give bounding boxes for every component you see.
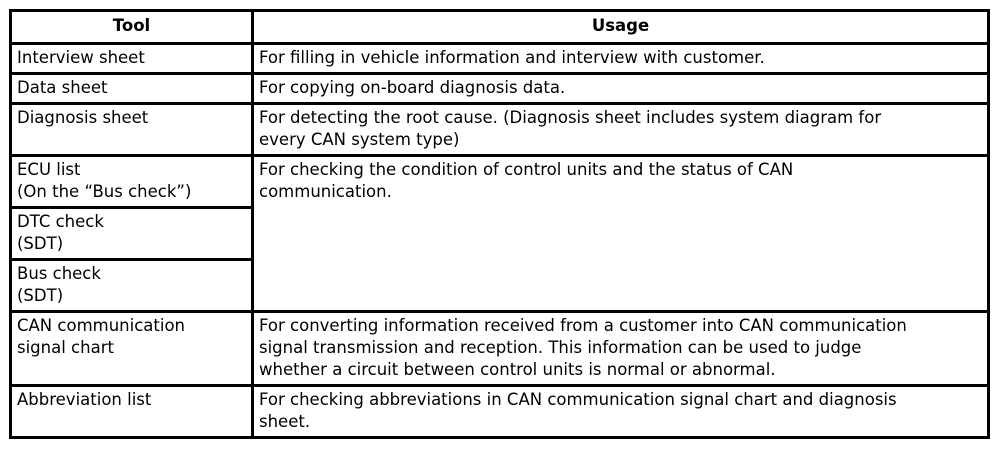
usage-line: sheet. bbox=[259, 412, 311, 431]
header-usage: Usage bbox=[253, 11, 989, 44]
tool-cell: Abbreviation list bbox=[11, 386, 253, 438]
tool-line: (On the “Bus check”) bbox=[17, 182, 192, 201]
tool-cell: Diagnosis sheet bbox=[11, 104, 253, 156]
tool-line: signal chart bbox=[17, 338, 114, 357]
table-row bbox=[11, 386, 989, 438]
tool-line: (SDT) bbox=[17, 286, 64, 305]
table-row bbox=[11, 44, 989, 74]
tool-cell bbox=[11, 156, 253, 208]
tool-cell bbox=[11, 208, 253, 260]
tool-line: Bus check bbox=[17, 264, 101, 283]
header-row bbox=[11, 11, 989, 44]
usage-line: whether a circuit between control units is normal or abnormal. bbox=[259, 360, 776, 379]
tool-cell bbox=[11, 260, 253, 312]
usage-line: communication. bbox=[259, 182, 392, 201]
usage-line: For converting information received from a customer into CAN communication bbox=[259, 316, 907, 335]
usage-line: signal transmission and reception. This information can be used to judge bbox=[259, 338, 862, 357]
table-row bbox=[11, 156, 989, 208]
table-row bbox=[11, 74, 989, 104]
tool-line: DTC check bbox=[17, 212, 104, 231]
usage-cell bbox=[253, 386, 989, 438]
header-tool: Tool bbox=[11, 11, 253, 44]
tool-line: (SDT) bbox=[17, 234, 64, 253]
usage-cell bbox=[253, 156, 989, 312]
tools-table bbox=[9, 9, 990, 439]
tool-line: CAN communication bbox=[17, 316, 185, 335]
usage-cell bbox=[253, 104, 989, 156]
table-row bbox=[11, 312, 989, 386]
tools-table-container bbox=[9, 9, 990, 439]
usage-line: For detecting the root cause. (Diagnosis sheet includes system diagram for bbox=[259, 108, 882, 127]
tool-cell: Data sheet bbox=[11, 74, 253, 104]
tool-line: ECU list bbox=[17, 160, 81, 179]
usage-line: For checking abbreviations in CAN communication signal chart and diagnosis bbox=[259, 390, 897, 409]
usage-cell bbox=[253, 312, 989, 386]
usage-line: every CAN system type) bbox=[259, 130, 460, 149]
usage-cell: For filling in vehicle information and interview with customer. bbox=[253, 44, 989, 74]
usage-line: For checking the condition of control units and the status of CAN bbox=[259, 160, 794, 179]
usage-cell: For copying on-board diagnosis data. bbox=[253, 74, 989, 104]
tool-cell bbox=[11, 312, 253, 386]
tool-cell: Interview sheet bbox=[11, 44, 253, 74]
table-row bbox=[11, 104, 989, 156]
